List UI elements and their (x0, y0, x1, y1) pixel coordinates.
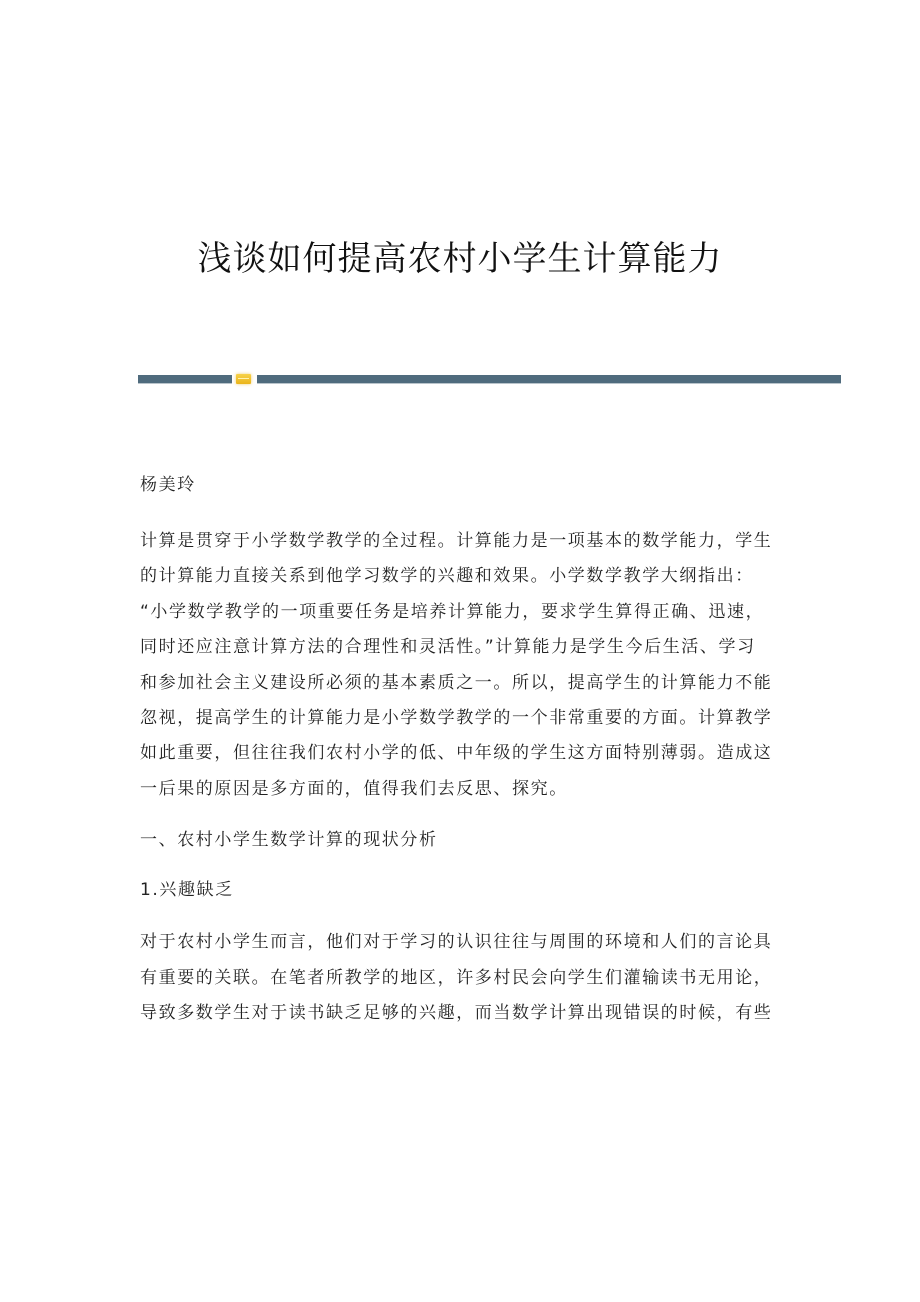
intro-paragraph (140, 524, 780, 807)
divider-bar-right (257, 375, 841, 383)
divider-badge-icon (236, 374, 251, 384)
text-line: 导致多数学生对于读书缺乏足够的兴趣，而当数学计算出现错误的时候，有些 (140, 1003, 773, 1024)
text-line: 同时还应注意计算方法的合理性和灵活性。”计算能力是学生今后生活、学习 (140, 637, 756, 658)
text-line: 和参加社会主义建设所必须的基本素质之一。所以，提高学生的计算能力不能 (140, 672, 773, 693)
subsection-heading: 1.兴趣缺乏 (140, 880, 234, 901)
section-heading: 一、农村小学生数学计算的现状分析 (140, 830, 438, 851)
section-paragraph (140, 925, 780, 1031)
text-line: 如此重要，但往往我们农村小学的低、中年级的学生这方面特别薄弱。造成这 (140, 743, 773, 764)
author-name: 杨美玲 (140, 475, 196, 495)
text-line: 的计算能力直接关系到他学习数学的兴趣和效果。小学数学教学大纲指出： (140, 566, 754, 587)
text-line: 一后果的原因是多方面的，值得我们去反思、探究。 (140, 778, 568, 799)
divider-bar-left (138, 375, 232, 383)
text-line: 有重要的关联。在笔者所教学的地区，许多村民会向学生们灌输读书无用论， (140, 967, 773, 988)
title-divider (138, 375, 841, 384)
text-line: “小学数学教学的一项重要任务是培养计算能力，要求学生算得正确、迅速， (140, 601, 765, 622)
text-line: 忽视，提高学生的计算能力是小学数学教学的一个非常重要的方面。计算教学 (140, 708, 773, 729)
text-line: 对于农村小学生而言，他们对于学习的认识往往与周围的环境和人们的言论具 (140, 932, 773, 953)
document-body (140, 470, 780, 1031)
text-line: 计算是贯穿于小学数学教学的全过程。计算能力是一项基本的数学能力，学生 (140, 531, 773, 551)
page-title: 浅谈如何提高农村小学生计算能力 (197, 238, 723, 279)
